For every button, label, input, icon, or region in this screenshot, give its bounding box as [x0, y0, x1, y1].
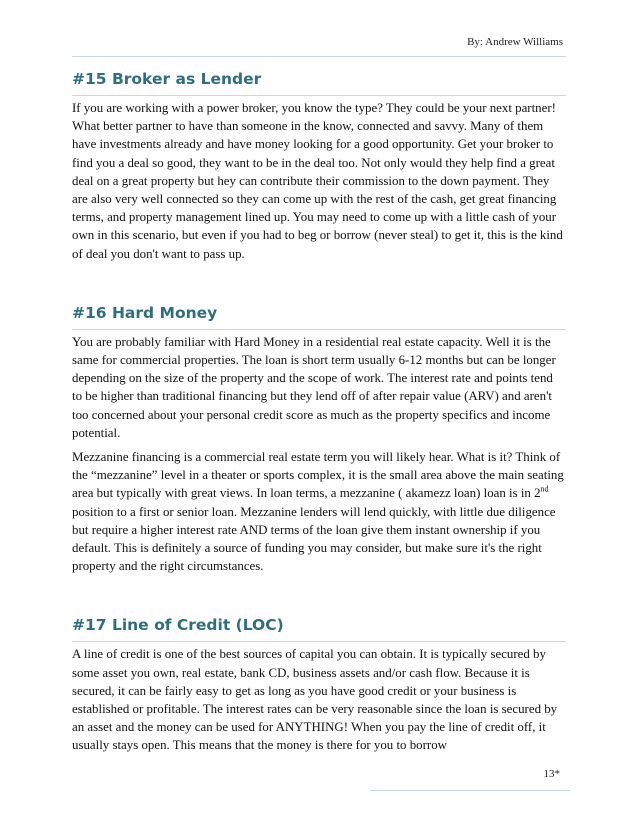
section-line-of-credit: [72, 615, 566, 754]
mezzanine-text-end: position to a first or senior loan. Mezzanine lenders will lend quickly, with little due diligence but require a higher interest rate AND terms of the loan give them instant ownership if you default. This is definitely a source of funding you may consider, but make sure it's the right property and the right circumstances.: [72, 504, 556, 574]
author-header: By: Andrew Williams: [467, 36, 563, 48]
mezzanine-paragraph: [72, 448, 566, 575]
paragraph: If you are working with a power broker, you know the type? They could be your next partner! What better partner to have than someone in the know, connected and savvy. Many of them have investments already and have money looking for a good opportunity. Get your broker to find you a deal so good, they want to be in the deal too. Not only would they help find a great deal on a great property but hey can contribute their commission to the down payment. They are also very well connected so they can come up with the rest of the cash, get great financing terms, and property management lined up. You may need to come up with a little cash of your own in this scenario, but even if you had to beg or borrow (never steal) to get it, this is the kind of deal you don't want to pass up.: [72, 101, 563, 261]
ordinal-suffix: nd: [540, 485, 549, 495]
footer-divider: [370, 790, 570, 791]
paragraph: You are probably familiar with Hard Money in a residential real estate capacity. Well it is the same for commercial properties. The loan is short term usually 6-12 months but can be longer depending on the size of the property and the scope of work. The interest rate and points tend to be higher than traditional financing but they lend off of after repair value (ARV) and aren't too concerned about your personal credit score as much as the property specifics and income potential.: [72, 334, 556, 440]
section-broker-as-lender: [72, 69, 566, 263]
section-title: #17 Line of Credit (LOC): [72, 615, 566, 642]
mezzanine-text-start: Mezzanine financing is a commercial real estate term you will likely hear. What is it? Think of the “mezzanine” level in a theater or sports complex, it is the small area above the main seating area but typically with great views. In loan terms, a mezzanine ( akamezz loan) loan is in 2: [72, 450, 564, 501]
section-title: #16 Hard Money: [72, 303, 566, 330]
page-number: 13*: [543, 768, 560, 780]
paragraph: A line of credit is one of the best sources of capital you can obtain. It is typically secured by some asset you own, real estate, bank CD, business assets and/or cash flow. Because it is secured, it can be fairly easy to get as long as you have good credit or your business is established or profitable. The interest rates can be very reasonable since the loan is secured by an asset and the money can be used for ANYTHING! When you pay the line of credit off, it usually stays open. This means that the money is there for you to borrow: [72, 647, 558, 753]
page-content: [72, 69, 566, 755]
header-divider: [72, 56, 566, 57]
section-hard-money: [72, 303, 566, 576]
section-title: #15 Broker as Lender: [72, 69, 566, 96]
